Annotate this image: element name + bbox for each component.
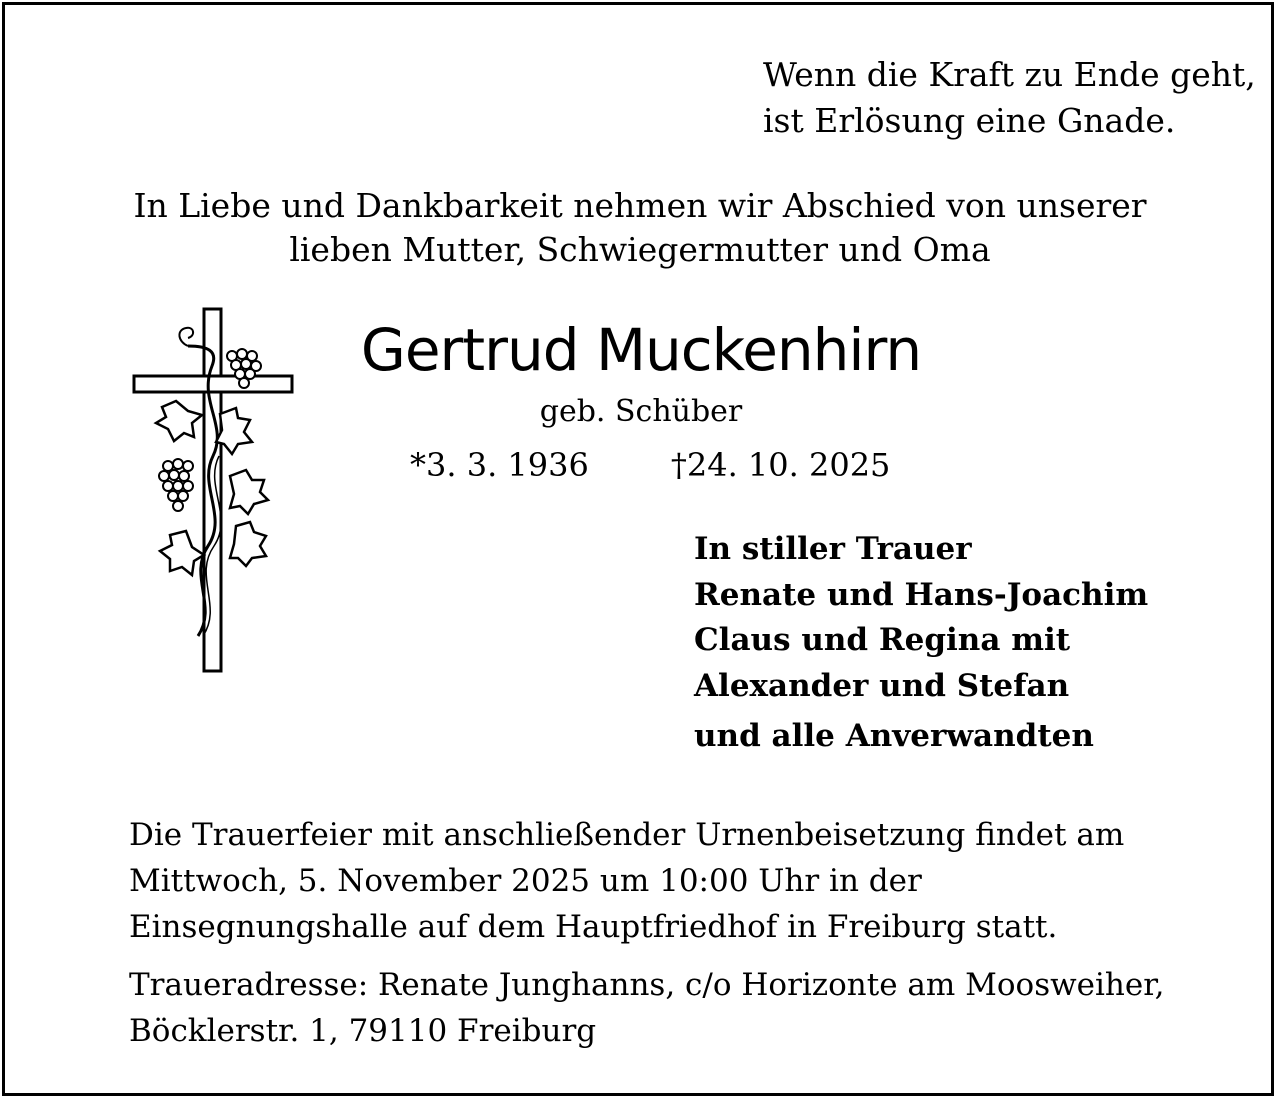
mourners-line-4: Alexander und Stefan (694, 667, 1070, 704)
mourners-line-3: Claus und Regina mit (694, 622, 1071, 658)
cross-with-grapevine-icon (128, 306, 298, 676)
intro-line-2: lieben Mutter, Schwiegermutter und Oma (289, 230, 991, 269)
mourners-line-5: und alle Anverwandten (694, 718, 1094, 754)
address-line-2: Böcklerstr. 1, 79110 Freiburg (129, 1013, 597, 1049)
ceremony-info (129, 812, 1124, 950)
birth-date: *3. 3. 1936 (410, 446, 589, 484)
epigraph-line-2: ist Erlösung eine Gnade. (763, 101, 1176, 140)
ceremony-line-2: Mittwoch, 5. November 2025 um 10:00 Uhr in der (129, 863, 922, 899)
epigraph-line-1: Wenn die Kraft zu Ende geht, (763, 55, 1256, 94)
mourners-line-1: In stiller Trauer (694, 531, 972, 567)
ceremony-line-3: Einsegnungshalle auf dem Hauptfriedhof in Freiburg statt. (129, 909, 1058, 945)
mourning-address (129, 962, 1165, 1054)
mourners-line-2: Renate und Hans-Joachim (694, 576, 1149, 613)
deceased-name: Gertrud Muckenhirn (360, 316, 922, 384)
intro-line-1: In Liebe und Dankbarkeit nehmen wir Abschied von unserer (133, 186, 1147, 225)
address-line-1: Traueradresse: Renate Junghanns, c/o Horizonte am Moosweiher, (129, 967, 1165, 1003)
intro-text (100, 184, 1180, 272)
life-dates (410, 443, 890, 487)
ceremony-line-1: Die Trauerfeier mit anschließender Urnenbeisetzung findet am (129, 817, 1125, 853)
epigraph (763, 52, 1256, 144)
death-date: †24. 10. 2025 (670, 446, 891, 484)
mourners-list (694, 527, 1148, 760)
maiden-name: geb. Schüber (539, 394, 743, 429)
